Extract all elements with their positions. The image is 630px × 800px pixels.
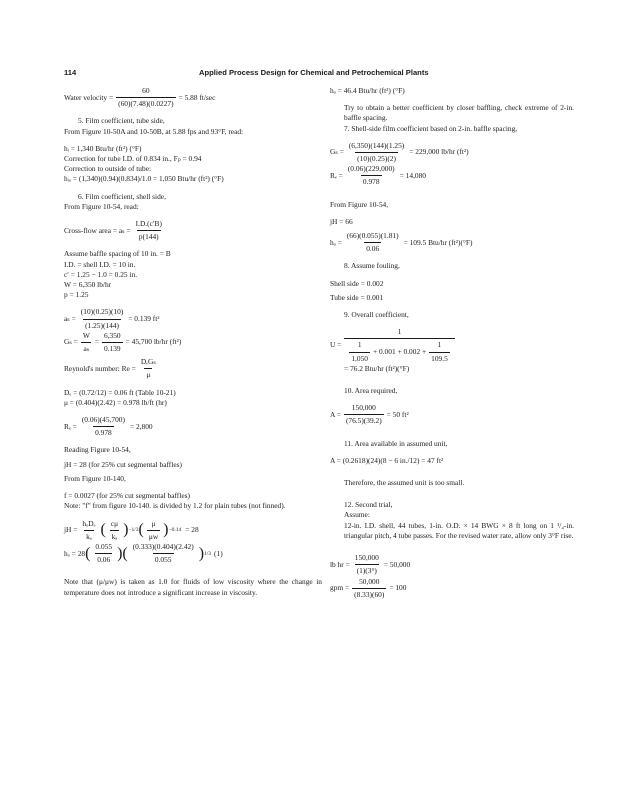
numerator: 1 xyxy=(437,340,442,350)
text-line: Therefore, the assumed unit is too small. xyxy=(344,478,465,488)
paren: ( xyxy=(100,521,106,539)
text-line: = 76.2 Btu/hr (ft²)(°F) xyxy=(344,363,410,373)
fraction xyxy=(81,331,92,354)
numerator: 150,000 xyxy=(351,403,376,413)
fraction xyxy=(80,415,127,438)
fraction xyxy=(109,519,120,542)
eq-result: = 2,800 xyxy=(129,421,153,431)
eq-result: = 50 ft² xyxy=(386,409,409,419)
text-line: jH = 28 (for 25% cut segmental baffles) xyxy=(64,459,182,469)
text-line: Correction to outside of tube: xyxy=(64,164,152,174)
denominator: (1.25)(144) xyxy=(85,320,119,330)
ho-eq xyxy=(64,542,322,565)
denominator: p(144) xyxy=(138,232,159,242)
eq-result: = 14,080 xyxy=(399,170,426,180)
denominator xyxy=(344,338,454,363)
numerator: 60 xyxy=(142,86,150,95)
area-eq xyxy=(330,403,574,426)
section-9-title: 9. Overall coefficient, xyxy=(344,310,409,320)
text-line: hᵢₒ = (1,340)(0.94)(0.834)/1.0 = 1,050 Btu/hr (ft²) (°F) xyxy=(64,174,224,184)
text-line: Reading Figure 10-54, xyxy=(64,445,131,455)
lbhr-eq xyxy=(330,553,574,576)
eq-label: Gₛ = xyxy=(330,147,344,157)
section-6-title: 6. Film coefficient, shell side, xyxy=(78,191,166,201)
gpm-eq xyxy=(330,577,574,600)
fraction xyxy=(116,86,175,109)
eq-label: hₒ = xyxy=(330,237,342,247)
paren: ( xyxy=(138,521,144,539)
eq-label: gpm = xyxy=(330,583,350,593)
numerator: 1 xyxy=(357,340,362,350)
numerator: 150,000 xyxy=(354,553,379,563)
water-velocity-eq xyxy=(64,86,322,109)
numerator: (6,350)(144)(1.25) xyxy=(348,140,405,150)
section-10-title: 10. Area required, xyxy=(344,386,398,396)
left-column xyxy=(64,86,322,598)
eq-middle: + 0.001 + 0.002 + xyxy=(373,347,427,357)
jh-eq xyxy=(64,519,322,542)
fraction xyxy=(93,542,114,565)
paren: )( xyxy=(117,544,128,562)
eq-label: A = xyxy=(330,409,341,419)
text-line: From Figure 10-140, xyxy=(64,473,126,483)
text-line: Dₑ = (0.72/12) = 0.06 ft (Table 10-21) xyxy=(64,387,176,397)
numerator: cμ xyxy=(110,518,119,528)
denominator: (60)(7.48)(0.0227) xyxy=(118,99,174,109)
eq-label: Cross-flow area = aₛ = xyxy=(64,225,131,235)
gs2-eq xyxy=(330,141,574,164)
eq-label: aₛ = xyxy=(64,314,76,324)
u-eq xyxy=(330,327,574,364)
re2-eq xyxy=(330,164,574,187)
section-8-title: 8. Assume fouling, xyxy=(344,261,400,271)
eq-label: Rₑ = xyxy=(64,421,77,431)
fraction xyxy=(345,231,401,254)
fraction xyxy=(139,357,158,380)
fraction xyxy=(349,340,370,363)
equals: = xyxy=(94,337,99,347)
paren: ) xyxy=(198,544,205,562)
paren: ) xyxy=(163,521,169,539)
fraction xyxy=(80,519,97,542)
exponent: 1/3 xyxy=(204,550,212,557)
running-title: Applied Process Design for Chemical and Petrochemical Plants xyxy=(199,68,429,77)
denominator: (10)(0.25)(2) xyxy=(357,154,396,164)
crossflow-eq xyxy=(64,219,322,242)
denominator: 0.978 xyxy=(362,177,380,187)
numerator: 0.055 xyxy=(95,541,113,551)
eq-result: = 229,000 lb/hr (ft²) xyxy=(409,147,469,157)
text-line: A = (0.2618)(24)(8 − 6 in./12) = 47 ft² xyxy=(330,455,444,465)
text-line: μ = (0.404)(2.42) = 0.978 lb/ft (hr) xyxy=(64,397,167,407)
denominator: kₐ xyxy=(86,531,92,541)
right-column xyxy=(330,86,574,600)
fraction xyxy=(429,340,450,363)
denominator: (1)(3°) xyxy=(356,566,377,576)
numerator: W xyxy=(82,330,90,340)
eq-label: Rₑ = xyxy=(330,170,343,180)
numerator: hₒDₑ xyxy=(82,518,96,528)
text-line: jH = 66 xyxy=(330,216,353,226)
numerator: (0.333)(0.404)(2.42) xyxy=(132,541,194,551)
numerator: (0.06)(229,000) xyxy=(347,164,395,174)
denominator: 0.055 xyxy=(154,555,172,565)
assume-text: 12-in. I.D. shell, 44 tubes, 1-in. O.D. × 14 BWG × 8 ft long on 1 ¹/₄-in. triangular pitch, 4 tube passes. For the revised water rate, allow only 3°F rise. xyxy=(344,520,574,540)
fraction xyxy=(344,403,384,426)
eq-label: Gₛ = xyxy=(64,337,78,347)
ho2-eq xyxy=(330,231,574,254)
eq-label: jH = xyxy=(64,525,78,535)
eq-result: = 50,000 xyxy=(383,559,411,569)
numerator: I.D.(c′B) xyxy=(135,219,162,229)
try-text: Try to obtain a better coefficient by closer baffling, check extreme of 2-in. baffle spacing. xyxy=(344,103,574,123)
fraction xyxy=(353,553,381,576)
text-line: Assume baffle spacing of 10 in. = B xyxy=(64,249,171,259)
eq-label: lb hr = xyxy=(330,559,350,569)
page-number: 114 xyxy=(64,68,77,77)
numerator: 50,000 xyxy=(359,576,380,586)
fraction xyxy=(347,141,406,164)
eq-label: hₒ = 28 xyxy=(64,548,86,558)
text-line: From Figure 10-54, xyxy=(330,199,389,209)
denominator: 109.5 xyxy=(431,353,448,363)
denominator: (76.5)(39.2) xyxy=(345,416,382,426)
eq-result: = 28 xyxy=(185,525,199,535)
denominator: 0.06 xyxy=(97,555,111,565)
gs-eq xyxy=(64,331,322,354)
numerator: μ xyxy=(151,518,156,528)
eq-label: Water velocity = xyxy=(64,92,114,102)
eq-tail: (1) xyxy=(214,548,223,558)
denominator: 0.139 xyxy=(104,344,121,354)
section-7-title: 7. Shell-side film coefficient based on 2-in. baffle spacing, xyxy=(344,123,518,133)
re-value-eq xyxy=(64,415,322,438)
text-line: Correction for tube I.D. of 0.834 in., Fₚ = 0.94 xyxy=(64,154,202,164)
denominator: kₐ xyxy=(111,531,118,541)
re-eq xyxy=(64,357,322,380)
note-f: Note: "f" from figure 10-140. is divided by 1.2 for plain tubes (not finned). xyxy=(64,501,286,511)
numerator: (10)(0.25)(10) xyxy=(80,307,124,317)
fraction xyxy=(102,331,123,354)
fraction xyxy=(79,307,125,330)
text-line: hₒ = 46.4 Btu/hr (ft²) (°F) xyxy=(330,86,405,95)
numerator: (0.06)(45,700) xyxy=(81,415,125,425)
text-line: f = 0.0027 (for 25% cut segmental baffles) xyxy=(64,491,190,501)
text-line: From Figure 10-54, read: xyxy=(64,201,139,211)
section-5-title: 5. Film coefficient, tube side, xyxy=(78,116,165,126)
section-12-title: 12. Second trial, xyxy=(344,500,393,510)
numerator: DₑGₛ xyxy=(140,357,156,367)
numerator: 1 xyxy=(397,327,402,337)
text-line: Shell side = 0.002 xyxy=(330,278,384,288)
text-line: hᵢ = 1,340 Btu/hr (ft²) (°F) xyxy=(64,143,142,153)
numerator: 6,350 xyxy=(104,330,121,340)
note-mu: Note that (μ/μw) is taken as 1.0 for fluids of low viscosity where the change in temperature does not introduce a significant increase in viscosity. xyxy=(64,577,322,597)
fraction xyxy=(134,219,164,242)
text-line: Tube side = 0.001 xyxy=(330,292,384,302)
text-line: W = 6,350 lb/hr xyxy=(64,280,112,290)
section-11-title: 11. Area available in assumed unit, xyxy=(344,438,448,448)
fraction xyxy=(147,519,160,542)
denominator: μ xyxy=(146,370,151,380)
denominator: 0.06 xyxy=(366,244,380,254)
denominator: (8.33)(60) xyxy=(354,589,385,599)
text-line: c′ = 1.25 − 1.0 = 0.25 in. xyxy=(64,269,138,279)
denominator: 1,050 xyxy=(351,353,368,363)
eq-label: U = xyxy=(330,340,342,350)
eq-label: Reynold's number: Re = xyxy=(64,363,136,373)
eq-result: = 0.139 ft² xyxy=(128,314,160,324)
fraction xyxy=(344,327,454,364)
exponent: −0.14 xyxy=(168,527,182,534)
fraction xyxy=(131,542,196,565)
text-line: Assume: xyxy=(344,510,370,520)
eq-result: = 100 xyxy=(389,583,407,593)
eq-result: = 5.88 ft/sec xyxy=(178,92,216,102)
denominator: 0.978 xyxy=(95,428,112,438)
fraction xyxy=(346,164,397,187)
denominator: aₛ xyxy=(83,344,90,354)
paren: ) xyxy=(123,521,129,539)
text-line: From Figure 10-50A and 10-50B, at 5.88 fps and 93°F, read: xyxy=(64,126,244,136)
denominator: μw xyxy=(148,531,159,541)
numerator: (66)(0.055)(1.81) xyxy=(346,231,399,241)
fraction xyxy=(352,577,386,600)
eq-result: = 45,700 lb/hr (ft²) xyxy=(125,337,182,347)
text-line: I.D. = shell I.D. = 10 in. xyxy=(64,259,136,269)
exponent: −1/3 xyxy=(128,527,139,534)
eq-result: = 109.5 Btu/hr (ft²)(°F) xyxy=(403,237,473,247)
as-eq xyxy=(64,307,322,330)
paren: ( xyxy=(85,544,91,562)
text-line: p = 1.25 xyxy=(64,290,89,300)
